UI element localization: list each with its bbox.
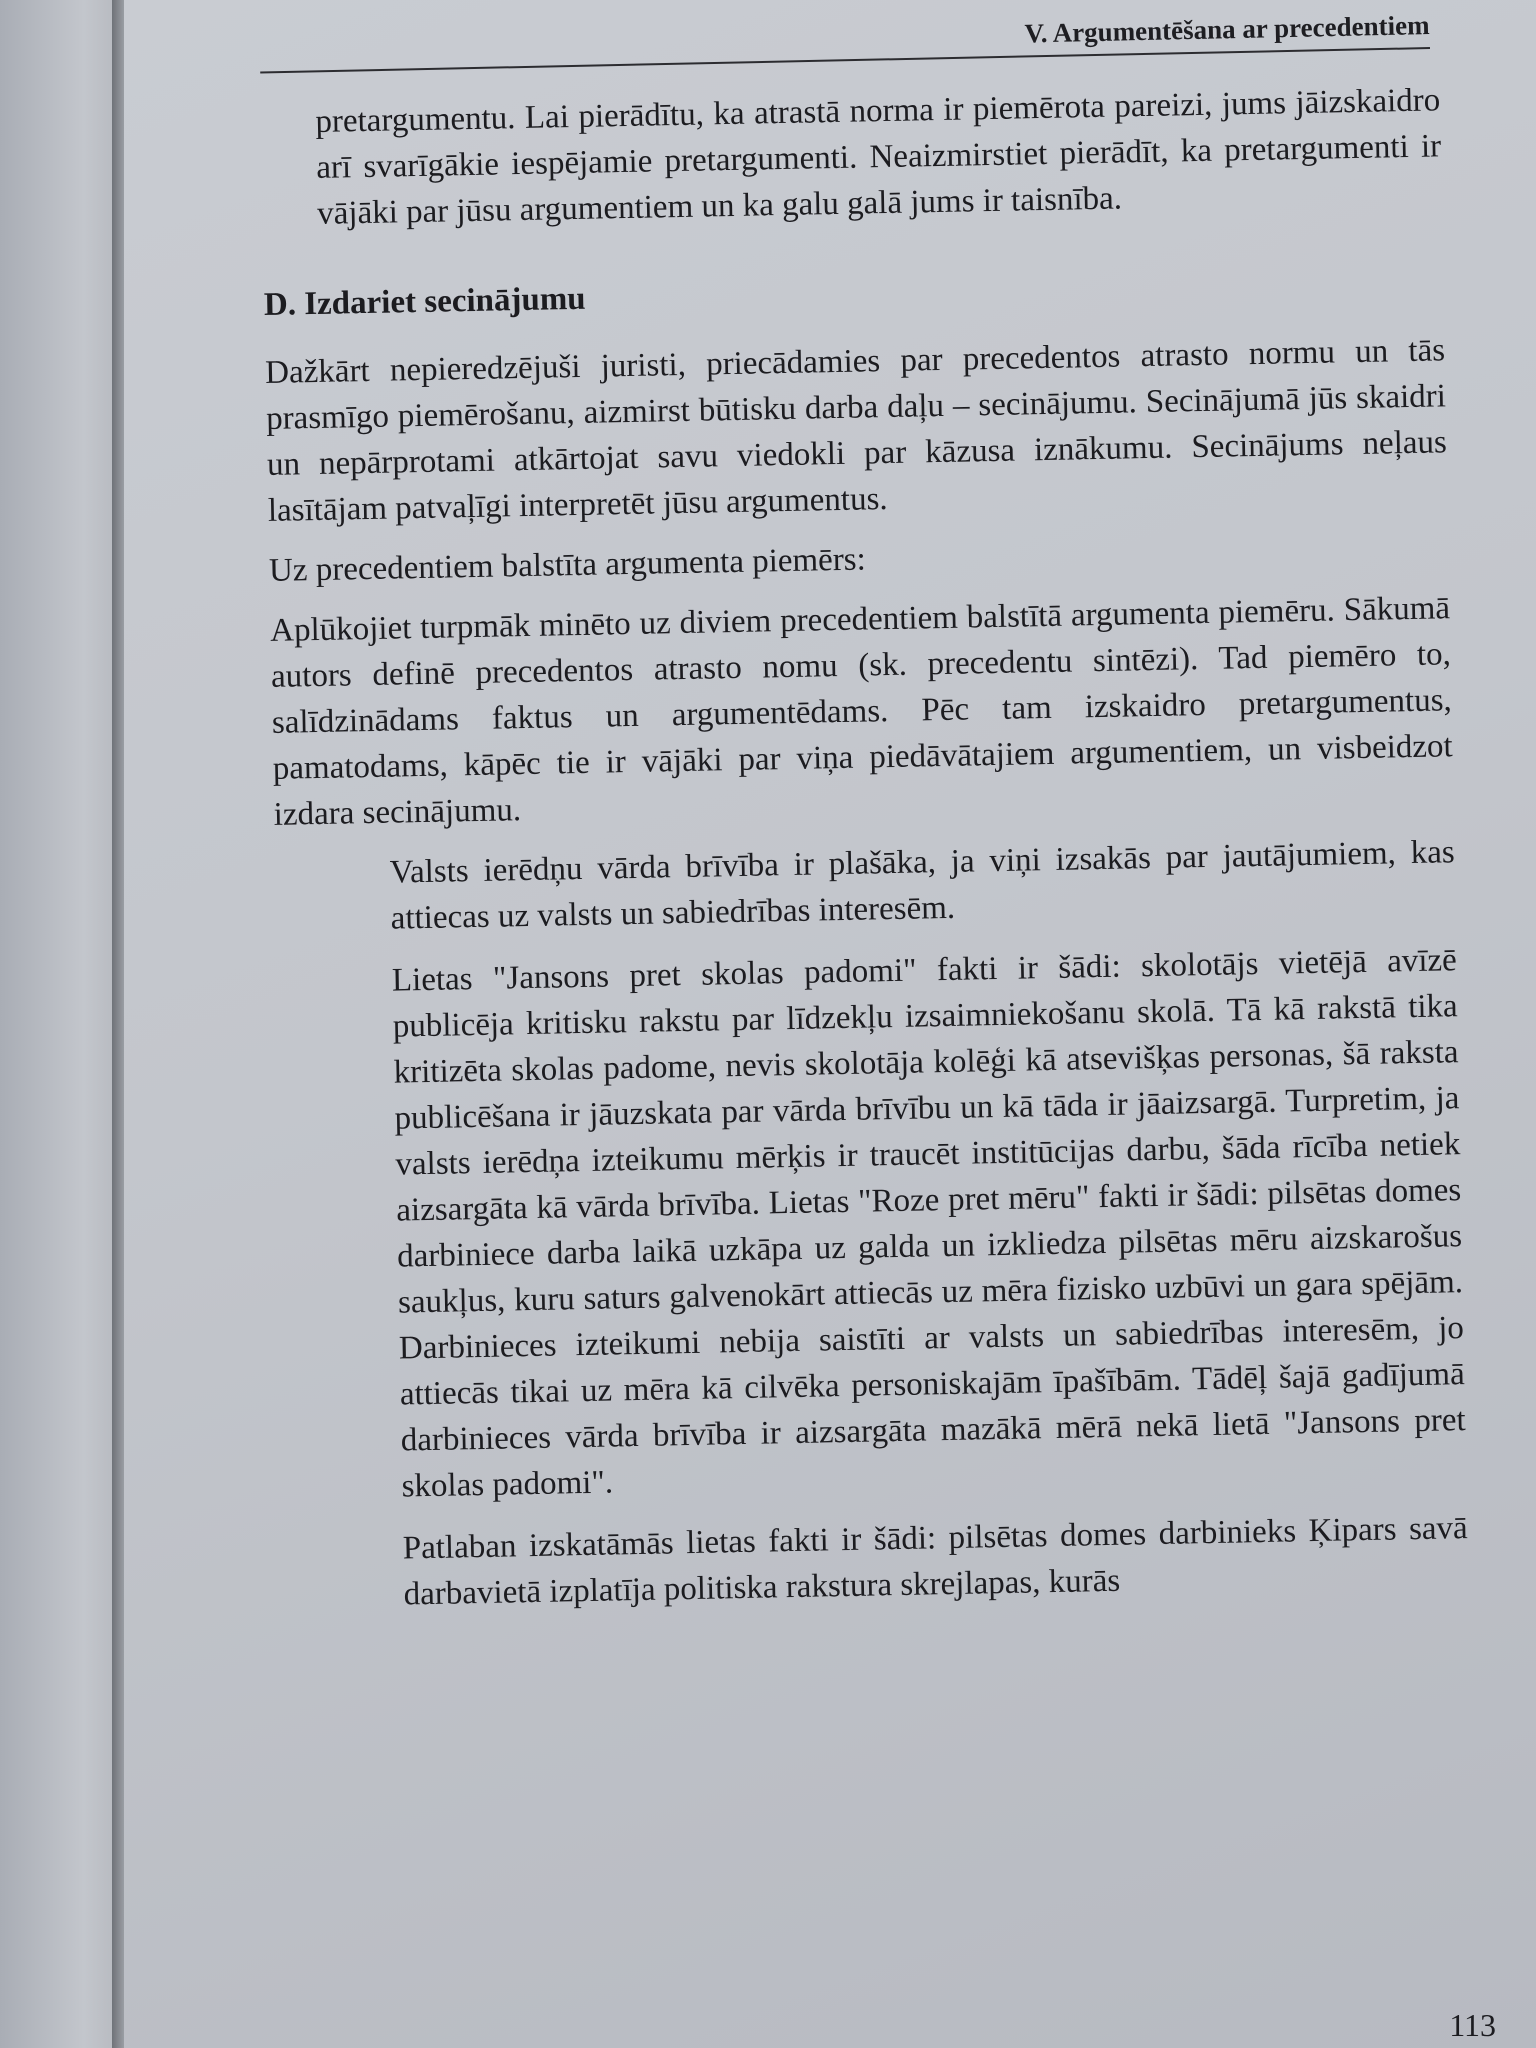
example-block — [389, 829, 1469, 1617]
section-paragraph: Dažkārt nepieredzējuši juristi, priecādamies par precedentos atrasto normu un tās prasmīgo piemērošanu, aizmirst būtisku darba daļu – secinājumu. Secinājumā jūs skaidri un nepārprotami atkārtojat savu viedokli par kāzusa iznākumu. Secinājums neļaus lasītājam patvaļīgi interpretēt jūsu argumentus. — [264, 332, 1448, 529]
section-paragraph: Aplūkojiet turpmāk minēto uz diviem precedentiem balstītā argumenta piemēru. Sākumā autors definē precedentos atrasto nomu (sk. precedentu sintēzi). Tad piemēro to, salīdzinādams faktus un argumentēdams. Pēc tam izskaidro pretargumentus, pamatodams, kāpēc tie ir vājāki par viņa piedāvātajiem argumentiem, un visbeidzot izdara secinājumu. — [269, 590, 1453, 833]
page-body — [260, 77, 1469, 1619]
page-number: 113 — [1449, 2007, 1496, 2043]
book-gutter — [112, 0, 124, 2048]
intro-paragraph: pretargumentu. Lai pierādītu, ka atrastā norma ir piemērota pareizi, jums jāizskaidro arī svarīgākie iespējamie pretargumenti. Neaizmirstiet pierādīt, ka pretargumenti ir vājāki par jūsu argumentiem un ka galu galā jums ir taisnība. — [315, 82, 1442, 232]
section-paragraph: Uz precedentiem balstīta argumenta piemērs: — [268, 541, 867, 589]
example-paragraph: Valsts ierēdņu vārda brīvība ir plašāka, ja viņi izsakās par jautājumiem, kas attiecas uz valsts un sabiedrības interesēm. — [389, 834, 1456, 937]
running-head: V. Argumentēšana ar precedentiem — [259, 10, 1430, 73]
section-heading: D. Izdariet secinājumu — [263, 280, 586, 323]
facing-page-edge — [0, 0, 120, 2048]
example-paragraph: Lietas "Jansons pret skolas padomi" fakti ir šādi: skolotājs vietējā avīzē publicēja kritisku rakstu par līdzekļu izsaimniekošanu skolā. Tā kā rakstā tika kritizēta skolas padome, nevis skolotāja kolēģi kā atsevišķas personas, šā raksta publicēšana ir jāuzskata par vārda brīvību un kā tāda ir jāaizsargā. Turpretim, ja valsts ierēdņa izteikumu mērķis ir traucēt institūcijas darbu, šāda rīcība netiek aizsargāta kā vārda brīvība. Lietas "Roze pret mēru" fakti ir šādi: pilsētas domes darbiniece darba laikā uzkāpa uz galda un izkliedza pilsētas mēru aizskarošus saukļus, kuru saturs galvenokārt attiecās uz mēra fizisko uzbūvi un gara spējām. Darbinieces izteikumi nebija saistīti ar valsts un sabiedrības interesēm, jo attiecās tikai uz mēra kā cilvēka personiskajām īpašībām. Tādēļ šajā gadījumā darbinieces vārda brīvība ir aizsargāta mazākā mērā nekā lietā "Jansons pret skolas padomi". — [391, 942, 1466, 1505]
example-paragraph: Patlaban izskatāmās lietas fakti ir šādi: pilsētas domes darbinieks Ķipars savā darbavietā izplatīja politiska rakstura skrejlapas, kurās — [402, 1510, 1468, 1613]
